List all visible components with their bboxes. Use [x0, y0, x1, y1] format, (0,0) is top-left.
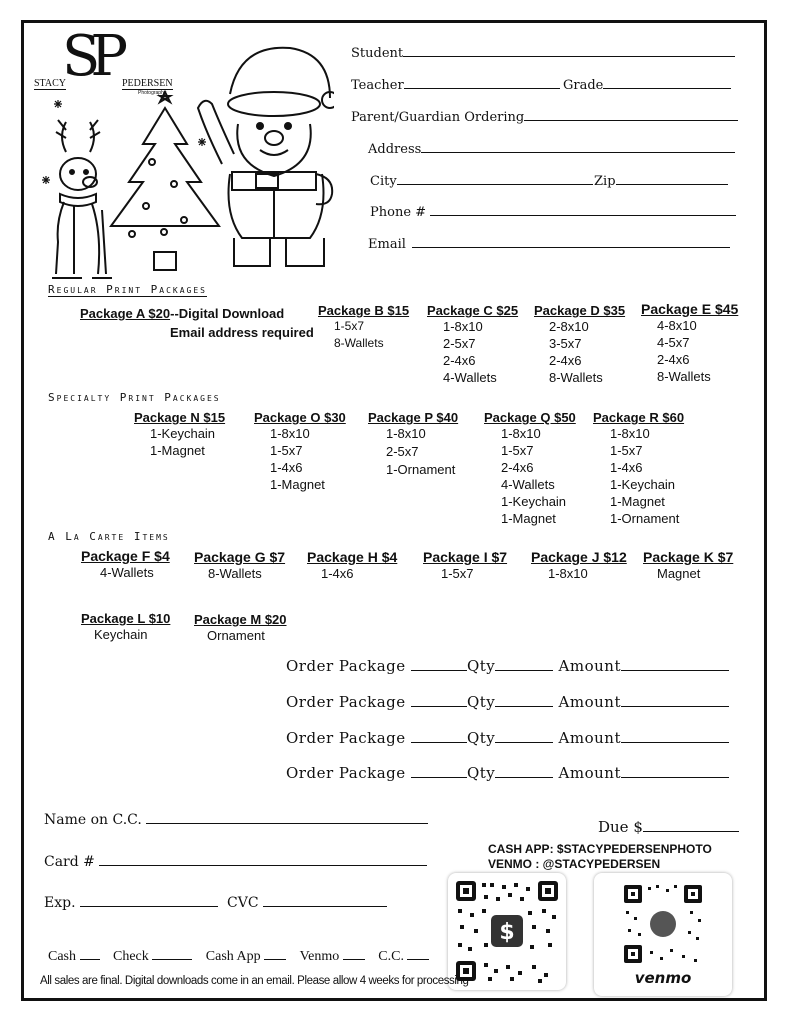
- package-c: [427, 303, 518, 386]
- due-field[interactable]: [598, 818, 739, 836]
- package-d-item: 3-5x7: [549, 336, 582, 351]
- package-c-item: 2-5x7: [443, 336, 476, 351]
- reindeer-drawing: [52, 120, 112, 278]
- section-regular-title: Regular Print Packages: [48, 283, 207, 296]
- package-b-item: 8-Wallets: [334, 336, 384, 350]
- order-qty-label: Qty: [466, 764, 496, 782]
- order-row[interactable]: [286, 692, 729, 711]
- package-r-item: 1-5x7: [610, 443, 643, 458]
- package-n-title: Package N $15: [134, 410, 226, 425]
- city-label: City: [370, 174, 397, 189]
- order-qty-label: Qty: [466, 729, 496, 747]
- logo-sub: Photography: [138, 90, 167, 96]
- card-number-label: Card #: [44, 854, 95, 870]
- package-d-title: Package D $35: [534, 303, 626, 318]
- package-e: [641, 301, 738, 385]
- package-f: [81, 548, 170, 581]
- due-label: Due $: [598, 818, 643, 836]
- package-h: [307, 549, 397, 582]
- package-q-item: 1-Magnet: [501, 511, 556, 526]
- city-field[interactable]: [370, 172, 593, 189]
- method-venmo-label: Venmo: [299, 949, 340, 964]
- package-o-item: 1-8x10: [270, 426, 310, 441]
- package-h-title: Package H $4: [307, 549, 398, 565]
- student-field[interactable]: [351, 44, 735, 61]
- method-cash-label: Cash: [48, 949, 76, 964]
- santa-drawing: [198, 48, 334, 266]
- package-b-title: Package B $15: [318, 303, 410, 318]
- cvc-label: CVC: [227, 895, 259, 911]
- package-k-item: Magnet: [657, 566, 701, 581]
- package-e-item: 2-4x6: [657, 352, 690, 367]
- order-amount-label: Amount: [558, 764, 621, 782]
- package-g-item: 8-Wallets: [208, 566, 262, 581]
- package-d-item: 2-4x6: [549, 353, 582, 368]
- section-specialty-title: Specialty Print Packages: [48, 391, 221, 404]
- package-r-item: 1-8x10: [610, 426, 650, 441]
- package-l-title: Package L $10: [81, 611, 171, 626]
- package-a: [80, 303, 314, 341]
- method-check-label: Check: [113, 949, 149, 964]
- package-a-note: Email address required: [170, 325, 314, 340]
- package-q-item: 1-Keychain: [501, 494, 567, 509]
- package-c-item: 1-8x10: [443, 319, 483, 334]
- package-q-item: 2-4x6: [501, 460, 534, 475]
- method-cashapp-label: Cash App: [205, 949, 261, 964]
- order-qty-label: Qty: [466, 657, 496, 675]
- logo-initials: SP: [62, 24, 119, 89]
- package-d-item: 2-8x10: [549, 319, 589, 334]
- package-q-item: 4-Wallets: [501, 477, 555, 492]
- package-c-item: 4-Wallets: [443, 370, 497, 385]
- method-cc-label: C.C.: [378, 949, 404, 964]
- phone-field[interactable]: [370, 203, 736, 220]
- order-row[interactable]: [286, 763, 729, 782]
- venmo-handle: VENMO : @STACYPEDERSEN: [488, 857, 661, 871]
- package-r-item: 1-Ornament: [610, 511, 680, 526]
- package-i-item: 1-5x7: [441, 566, 474, 581]
- venmo-qr-code[interactable]: [594, 873, 732, 996]
- package-e-item: 8-Wallets: [657, 369, 711, 384]
- name-on-cc-label: Name on C.C.: [44, 812, 142, 828]
- card-number-field[interactable]: [44, 853, 427, 870]
- package-l-item: Keychain: [94, 627, 148, 642]
- package-j: [531, 549, 627, 582]
- cashapp-qr-code[interactable]: [448, 873, 566, 990]
- package-l: [81, 611, 170, 643]
- order-package-label: Order Package: [286, 657, 406, 675]
- order-amount-label: Amount: [558, 657, 621, 675]
- package-p-item: 1-8x10: [386, 426, 426, 441]
- package-m: [194, 612, 287, 644]
- package-h-item: 1-4x6: [321, 566, 354, 581]
- footer-note: All sales are final. Digital downloads come in an email. Please allow 4 weeks for processing: [40, 975, 469, 987]
- package-o-item: 1-4x6: [270, 460, 303, 475]
- method-check[interactable]: [113, 949, 192, 964]
- logo-name-right: PEDERSEN: [122, 78, 173, 89]
- parent-label: Parent/Guardian Ordering: [351, 110, 525, 125]
- package-g-title: Package G $7: [194, 549, 286, 565]
- phone-label: Phone #: [370, 205, 427, 220]
- package-f-item: 4-Wallets: [100, 565, 154, 580]
- package-n-item: 1-Magnet: [150, 443, 205, 458]
- venmo-logo: venmo: [634, 969, 692, 987]
- teacher-label: Teacher: [351, 78, 404, 93]
- package-i-title: Package I $7: [423, 549, 508, 565]
- package-q-title: Package Q $50: [484, 410, 576, 425]
- package-o-item: 1-Magnet: [270, 477, 325, 492]
- package-p-title: Package P $40: [368, 410, 459, 425]
- package-o-item: 1-5x7: [270, 443, 303, 458]
- package-o-title: Package O $30: [254, 410, 346, 425]
- package-q: [484, 410, 576, 527]
- package-g: [194, 549, 285, 582]
- package-e-item: 4-8x10: [657, 318, 697, 333]
- package-k: [643, 549, 733, 582]
- teacher-field[interactable]: [351, 76, 560, 93]
- package-r-item: 1-Magnet: [610, 494, 665, 509]
- package-j-title: Package J $12: [531, 549, 627, 565]
- package-p-item: 1-Ornament: [386, 462, 456, 477]
- package-r-item: 1-Keychain: [610, 477, 676, 492]
- package-d-item: 8-Wallets: [549, 370, 603, 385]
- package-n-item: 1-Keychain: [150, 426, 216, 441]
- package-e-item: 4-5x7: [657, 335, 690, 350]
- cvc-field[interactable]: [227, 894, 387, 911]
- package-e-title: Package E $45: [641, 301, 739, 317]
- exp-field[interactable]: [44, 894, 218, 911]
- order-row[interactable]: [286, 656, 729, 675]
- logo-name-left: STACY: [34, 78, 66, 89]
- christmas-illustration: [34, 34, 334, 286]
- zip-field[interactable]: [594, 172, 728, 189]
- package-r: [593, 410, 684, 527]
- name-on-cc-field[interactable]: [44, 811, 428, 828]
- order-row[interactable]: [286, 728, 729, 747]
- email-field[interactable]: [368, 235, 730, 252]
- package-o: [254, 410, 346, 493]
- package-i: [423, 549, 507, 582]
- order-qty-label: Qty: [466, 693, 496, 711]
- package-d: [534, 303, 625, 386]
- package-q-item: 1-5x7: [501, 443, 534, 458]
- package-b-item: 1-5x7: [334, 319, 365, 333]
- order-package-label: Order Package: [286, 693, 406, 711]
- package-f-title: Package F $4: [81, 548, 170, 564]
- address-label: Address: [368, 142, 422, 157]
- exp-label: Exp.: [44, 895, 76, 911]
- zip-label: Zip: [594, 174, 616, 189]
- package-r-item: 1-4x6: [610, 460, 643, 475]
- student-label: Student: [351, 46, 404, 61]
- snowflake-icon: [42, 100, 206, 184]
- grade-label: Grade: [563, 78, 604, 93]
- parent-field[interactable]: [351, 108, 738, 125]
- package-p-item: 2-5x7: [386, 444, 419, 459]
- payment-methods: [48, 945, 429, 965]
- package-m-item: Ornament: [207, 628, 265, 643]
- package-n: [134, 410, 225, 459]
- method-cc[interactable]: [378, 949, 429, 964]
- package-c-title: Package C $25: [427, 303, 519, 318]
- package-r-title: Package R $60: [593, 410, 685, 425]
- package-q-item: 1-8x10: [501, 426, 541, 441]
- package-c-item: 2-4x6: [443, 353, 476, 368]
- order-amount-label: Amount: [558, 729, 621, 747]
- method-cash[interactable]: [48, 949, 100, 964]
- package-m-title: Package M $20: [194, 612, 287, 627]
- package-b: [318, 303, 409, 352]
- package-p: [368, 410, 458, 479]
- address-field[interactable]: [368, 140, 735, 157]
- method-venmo[interactable]: [300, 949, 365, 964]
- cashapp-handle: CASH APP: $STACYPEDERSENPHOTO: [488, 842, 712, 856]
- email-label: Email: [368, 237, 406, 252]
- method-cashapp[interactable]: [206, 949, 286, 964]
- order-package-label: Order Package: [286, 729, 406, 747]
- section-alacarte-title: A La Carte Items: [48, 530, 170, 543]
- order-package-label: Order Package: [286, 764, 406, 782]
- order-amount-label: Amount: [558, 693, 621, 711]
- package-j-item: 1-8x10: [548, 566, 588, 581]
- cashapp-dollar-icon: $: [499, 920, 515, 945]
- package-a-title: Package A $20: [80, 306, 171, 321]
- package-k-title: Package K $7: [643, 549, 734, 565]
- package-a-suffix: --Digital Download: [170, 306, 285, 321]
- grade-field[interactable]: [563, 76, 731, 93]
